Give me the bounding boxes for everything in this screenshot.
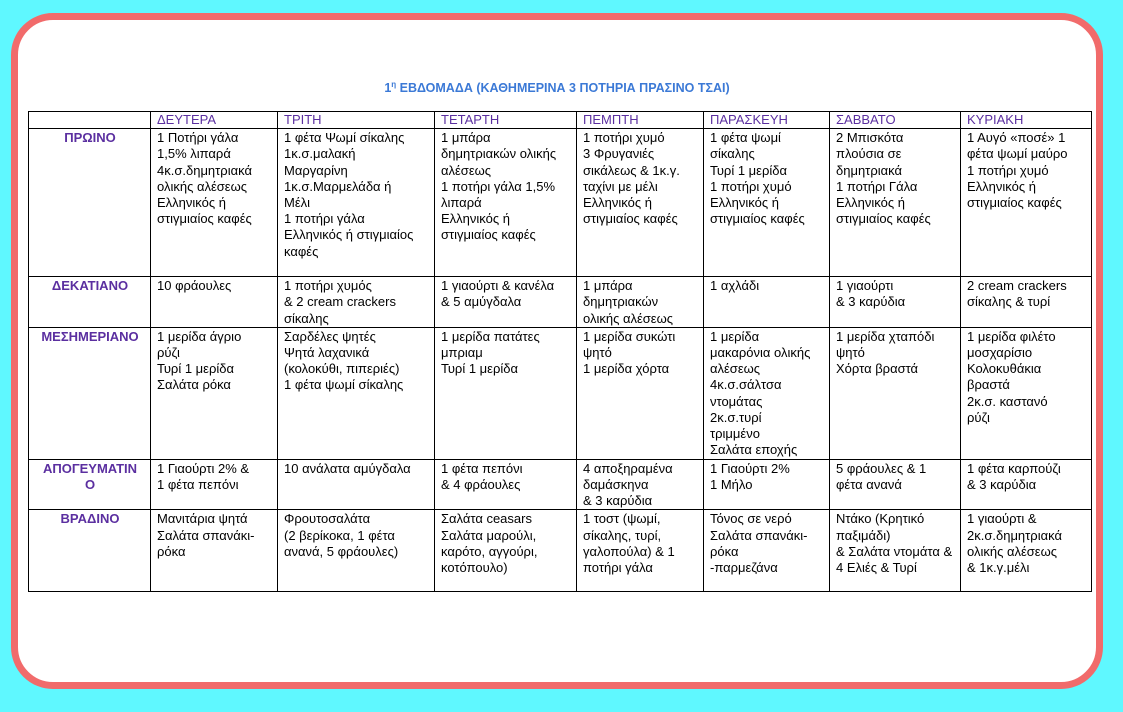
meal-cell-line: μπριαμ — [441, 345, 483, 361]
meal-cell-line: δημητριακά — [836, 162, 902, 178]
meal-plan-table — [28, 111, 1092, 592]
meal-cell-line: 1 Αυγό «ποσέ» 1 — [967, 130, 1066, 146]
meal-cell — [577, 327, 704, 459]
meal-cell-line: & 3 καρύδια — [583, 493, 653, 509]
meal-cell-line: Μαργαρίνη — [284, 162, 348, 178]
meal-cell-line: κοτόπουλο) — [441, 560, 508, 576]
meal-cell-line: ολικής αλέσεως — [967, 543, 1058, 559]
meal-cell — [961, 327, 1092, 459]
meal-cell — [278, 459, 435, 510]
meal-cell — [577, 459, 704, 510]
meal-cell-line: 1 μερίδα — [710, 328, 760, 344]
meal-cell-line: ταχίνι με μέλι — [583, 178, 658, 194]
meal-cell-line: φέτα ανανά — [836, 477, 902, 493]
meal-rows — [29, 129, 1092, 592]
meal-cell-line: ρύζι — [157, 345, 180, 361]
meal-cell-line: 2κ.σ.τυρί — [710, 409, 762, 425]
header-corner — [29, 112, 151, 129]
meal-cell-line: σίκαλης, τυρί, — [583, 527, 662, 543]
meal-cell-line: 1 γιαούρτι — [836, 278, 894, 294]
meal-cell-line: 1 ποτήρι γάλα — [284, 211, 365, 227]
meal-cell-line: & 4 φράουλες — [441, 477, 521, 493]
meal-cell-line: Ελληνικός ή — [967, 178, 1036, 194]
meal-cell-line: 1 ποτήρι χυμό — [583, 130, 665, 146]
meal-cell-line: 1κ.σ.Μαρμελάδα ή — [284, 178, 392, 194]
meal-cell-line: 2κ.σ.δημητριακά — [967, 527, 1062, 543]
meal-cell-line: (2 βερίκοκα, 1 φέτα — [284, 527, 395, 543]
meal-cell-line: Σαρδέλες ψητές — [284, 328, 376, 344]
meal-cell-line: 1 μερίδα χταπόδι — [836, 328, 935, 344]
meal-cell-line: βραστά — [967, 377, 1010, 393]
meal-cell-line: & Σαλάτα ντομάτα & — [836, 543, 953, 559]
meal-cell — [278, 277, 435, 328]
meal-cell-line: -παρμεζάνα — [710, 560, 778, 576]
meal-cell-line: 4κ.σ.σάλτσα — [710, 377, 782, 393]
meal-cell-line: 1 ποτήρι χυμός — [284, 278, 372, 294]
meal-cell-line: Ελληνικός ή — [836, 195, 905, 211]
meal-cell-line: Ντάκο (Κρητικό — [836, 511, 925, 527]
day-header: ΚΥΡΙΑΚΗ — [961, 112, 1092, 129]
meal-cell-line: τριμμένο — [710, 426, 760, 442]
meal-cell-line: 4κ.σ.δημητριακά — [157, 162, 252, 178]
meal-cell — [435, 129, 577, 277]
meal-cell-line: σίκαλης — [284, 310, 329, 326]
meal-cell-line: ολικής αλέσεως — [157, 178, 248, 194]
meal-cell — [435, 327, 577, 459]
meal-cell-line: μοσχαρίσιο — [967, 345, 1033, 361]
meal-label-line: ΑΠΟΓΕΥΜΑΤΙΝ — [42, 460, 138, 476]
meal-cell-line: δημητριακών — [583, 294, 659, 310]
meal-cell — [704, 327, 830, 459]
meal-cell-line: 1 μερίδα χόρτα — [583, 361, 670, 377]
meal-cell-line: σίκαλης — [710, 146, 755, 162]
meal-cell-line: στιγμιαίος καφές — [583, 211, 678, 227]
meal-cell-line: 1 Ποτήρι γάλα — [157, 130, 239, 146]
meal-row-dinner — [29, 510, 1092, 592]
meal-cell-line: 1 μερίδα φιλέτο — [967, 328, 1056, 344]
meal-cell-line: 2 Μπισκότα — [836, 130, 904, 146]
meal-cell — [577, 510, 704, 592]
meal-cell-line: ολικής αλέσεως — [583, 310, 674, 326]
meal-cell-line: 1 φέτα ψωμί — [710, 130, 781, 146]
day-header: ΣΑΒΒΑΤΟ — [830, 112, 961, 129]
meal-cell — [704, 277, 830, 328]
meal-cell-line: 1 τοστ (ψωμί, — [583, 511, 661, 527]
meal-cell-line: 10 ανάλατα αμύγδαλα — [284, 460, 411, 476]
meal-cell — [704, 129, 830, 277]
meal-cell-line: ψητό — [583, 345, 612, 361]
meal-cell-line: ρόκα — [710, 543, 739, 559]
meal-label — [29, 459, 151, 510]
meal-cell — [577, 277, 704, 328]
meal-cell-line: & 5 αμύγδαλα — [441, 294, 522, 310]
meal-cell-line: 1 μερίδα άγριο — [157, 328, 242, 344]
meal-cell-line: Ελληνικός ή — [441, 211, 510, 227]
meal-cell-line: αλέσεως — [710, 361, 761, 377]
meal-cell — [151, 510, 278, 592]
meal-cell-line: Τυρί 1 μερίδα — [710, 162, 787, 178]
meal-cell-line: Χόρτα βραστά — [836, 361, 919, 377]
meal-cell — [278, 327, 435, 459]
meal-row-afternoon — [29, 459, 1092, 510]
meal-cell-line: 3 Φρυγανιές — [583, 146, 655, 162]
meal-cell-line: στιγμιαίος καφές — [441, 227, 536, 243]
meal-cell-line: στιγμιαίος καφές — [157, 211, 252, 227]
meal-cell-line: στιγμιαίος καφές — [967, 195, 1062, 211]
meal-cell-line: Ελληνικός ή — [583, 195, 652, 211]
meal-label-line: ΠΡΩΙΝΟ — [64, 130, 116, 146]
meal-cell-line: 1 Γιαούρτι 2% — [710, 460, 790, 476]
meal-cell-line: 1,5% λιπαρά — [157, 146, 231, 162]
meal-cell — [151, 327, 278, 459]
meal-cell — [278, 129, 435, 277]
meal-cell — [830, 277, 961, 328]
meal-label-line: ΒΡΑΔΙΝΟ — [60, 511, 120, 527]
meal-cell-line: Σαλάτα εποχής — [710, 442, 798, 458]
meal-cell-line: δημητριακών ολικής — [441, 146, 557, 162]
meal-cell — [151, 277, 278, 328]
header-row — [29, 112, 1092, 129]
meal-cell-line: 1 γιαούρτι & — [967, 511, 1037, 527]
meal-cell — [961, 129, 1092, 277]
meal-cell-line: στιγμιαίος καφές — [710, 211, 805, 227]
page-title — [22, 80, 1092, 95]
meal-row-breakfast — [29, 129, 1092, 277]
meal-cell-line: 1 γιαούρτι & κανέλα — [441, 278, 555, 294]
meal-cell-line: 1 μερίδα συκώτι — [583, 328, 676, 344]
meal-cell-line: 1 ποτήρι Γάλα — [836, 178, 918, 194]
day-header: ΤΕΤΑΡΤΗ — [435, 112, 577, 129]
meal-cell-line: 1 μερίδα πατάτες — [441, 328, 540, 344]
meal-cell-line: 1 Μήλο — [710, 477, 753, 493]
meal-cell-line: & 1κ.γ.μέλι — [967, 560, 1030, 576]
meal-cell — [961, 510, 1092, 592]
meal-cell-line: (κολοκύθι, πιπεριές) — [284, 361, 400, 377]
meal-cell-line: ρύζι — [967, 409, 990, 425]
title-text: ΕΒΔΟΜΑΔΑ (ΚΑΘΗΜΕΡΙΝΑ 3 ΠΟΤΗΡΙΑ ΠΡΑΣΙΝΟ ΤΣΑΙ) — [396, 81, 730, 96]
meal-cell-line: γαλοπούλα) & 1 — [583, 543, 675, 559]
meal-row-snack — [29, 277, 1092, 328]
meal-cell-line: Σαλάτα ρόκα — [157, 377, 231, 393]
meal-cell — [830, 510, 961, 592]
meal-cell-line: λιπαρά — [441, 195, 482, 211]
meal-cell-line: ντομάτας — [710, 393, 763, 409]
meal-cell-line: παξιμάδι) — [836, 527, 891, 543]
meal-cell-line: στιγμιαίος καφές — [836, 211, 931, 227]
meal-row-lunch — [29, 327, 1092, 459]
meal-cell-line: Κολοκυθάκια — [967, 361, 1042, 377]
meal-cell-line: 1 φέτα Ψωμί σίκαλης — [284, 130, 405, 146]
meal-cell-line: Φρουτοσαλάτα — [284, 511, 371, 527]
meal-cell-line: ψητό — [836, 345, 865, 361]
meal-label — [29, 327, 151, 459]
meal-cell-line: 1 φέτα καρπούζι — [967, 460, 1061, 476]
meal-cell-line: 4 Ελιές & Τυρί — [836, 560, 917, 576]
meal-cell-line: Τυρί 1 μερίδα — [157, 361, 234, 377]
meal-cell — [704, 510, 830, 592]
meal-cell-line: 1 αχλάδι — [710, 278, 760, 294]
meal-cell — [704, 459, 830, 510]
meal-cell-line: Ψητά λαχανικά — [284, 345, 370, 361]
meal-cell-line: 1 Γιαούρτι 2% & — [157, 460, 250, 476]
meal-cell — [151, 129, 278, 277]
meal-cell-line: Μέλι — [284, 195, 311, 211]
meal-cell — [961, 459, 1092, 510]
meal-cell-line: καφές — [284, 243, 319, 259]
meal-cell-line: 1 μπάρα — [441, 130, 491, 146]
meal-cell-line: Σαλάτα ceasars — [441, 511, 532, 527]
day-header: ΔΕΥΤΕΡΑ — [151, 112, 278, 129]
meal-label-line: Ο — [84, 477, 96, 493]
meal-cell — [961, 277, 1092, 328]
meal-cell — [830, 459, 961, 510]
meal-cell — [435, 277, 577, 328]
meal-cell-line: 1 ποτήρι χυμό — [710, 178, 792, 194]
meal-cell-line: φέτα ψωμί μαύρο — [967, 146, 1068, 162]
meal-cell — [151, 459, 278, 510]
meal-cell-line: 1 φέτα πεπόνι — [441, 460, 523, 476]
meal-cell-line: ποτήρι γάλα — [583, 560, 653, 576]
meal-cell — [435, 459, 577, 510]
meal-cell-line: 1 ποτήρι γάλα 1,5% — [441, 178, 556, 194]
meal-cell-line: 2κ.σ. καστανό — [967, 393, 1048, 409]
meal-label — [29, 510, 151, 592]
meal-cell-line: 1 φέτα πεπόνι — [157, 477, 239, 493]
meal-cell — [278, 510, 435, 592]
meal-cell-line: Ελληνικός ή — [157, 195, 226, 211]
day-header: ΤΡΙΤΗ — [278, 112, 435, 129]
meal-cell — [577, 129, 704, 277]
meal-cell-line: & 2 cream crackers — [284, 294, 396, 310]
meal-cell-line: & 3 καρύδια — [836, 294, 906, 310]
meal-cell-line: 1κ.σ.μαλακή — [284, 146, 356, 162]
meal-label — [29, 129, 151, 277]
meal-cell-line: 2 cream crackers — [967, 278, 1067, 294]
day-header: ΠΕΜΠΤΗ — [577, 112, 704, 129]
meal-cell-line: Μανιτάρια ψητά — [157, 511, 248, 527]
meal-cell-line: Σαλάτα σπανάκι- — [710, 527, 808, 543]
meal-label — [29, 277, 151, 328]
meal-cell-line: Τόνος σε νερό — [710, 511, 792, 527]
meal-cell-line: ρόκα — [157, 543, 186, 559]
meal-cell-line: Ελληνικός ή — [710, 195, 779, 211]
meal-cell-line: καρότο, αγγούρι, — [441, 543, 538, 559]
meal-cell-line: 5 φράουλες & 1 — [836, 460, 927, 476]
meal-cell-line: Σαλάτα μαρούλι, — [441, 527, 537, 543]
meal-cell-line: ανανά, 5 φράουλες) — [284, 543, 399, 559]
meal-label-line: ΜΕΣΗΜΕΡΙΑΝΟ — [41, 328, 139, 344]
meal-cell-line: 1 μπάρα — [583, 278, 633, 294]
meal-cell-line: δαμάσκηνα — [583, 477, 649, 493]
meal-cell-line: 10 φράουλες — [157, 278, 232, 294]
meal-cell-line: 1 ποτήρι χυμό — [967, 162, 1049, 178]
meal-cell-line: σίκαλης & τυρί — [967, 294, 1051, 310]
week-number-suffix: η — [391, 80, 397, 89]
meal-cell — [830, 129, 961, 277]
meal-cell-line: 4 αποξηραμένα — [583, 460, 673, 476]
meal-cell-line: μακαρόνια ολικής — [710, 345, 811, 361]
meal-cell-line: πλούσια σε — [836, 146, 902, 162]
meal-cell — [830, 327, 961, 459]
meal-cell-line: 1 φέτα ψωμί σίκαλης — [284, 377, 404, 393]
meal-cell-line: αλέσεως — [441, 162, 492, 178]
meal-cell-line: σικάλεως & 1κ.γ. — [583, 162, 680, 178]
week-number: 1 — [384, 81, 392, 96]
meal-cell — [435, 510, 577, 592]
meal-cell-line: Τυρί 1 μερίδα — [441, 361, 518, 377]
day-header: ΠΑΡΑΣΚΕΥΗ — [704, 112, 830, 129]
meal-label-line: ΔΕΚΑΤΙΑΝΟ — [51, 278, 129, 294]
meal-cell-line: & 3 καρύδια — [967, 477, 1037, 493]
meal-cell-line: Ελληνικός ή στιγμιαίος — [284, 227, 414, 243]
meal-cell-line: Σαλάτα σπανάκι- — [157, 527, 255, 543]
